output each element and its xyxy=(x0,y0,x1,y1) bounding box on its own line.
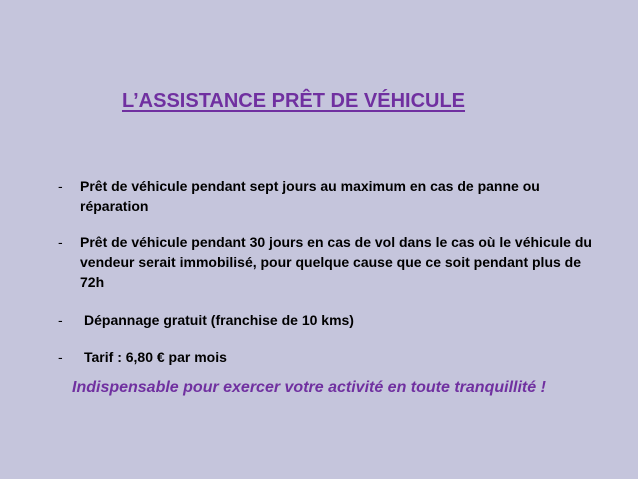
bullet-dash: - xyxy=(58,178,63,194)
slide-footer-tagline: Indispensable pour exercer votre activité en toute tranquillité ! xyxy=(72,379,546,396)
bullet-item xyxy=(58,347,227,367)
bullet-item xyxy=(58,310,354,330)
slide-title: L’ASSISTANCE PRÊT DE VÉHICULE xyxy=(122,90,466,112)
bullet-dash: - xyxy=(58,349,63,365)
bullet-text: Tarif : 6,80 € par mois xyxy=(84,349,227,365)
bullet-text: Dépannage gratuit (franchise de 10 kms) xyxy=(84,312,354,328)
bullet-text: Prêt de véhicule pendant 30 jours en cas de vol dans le cas où le véhicule du vendeur serait immobilisé, pour quelque cause que ce soit pendant plus de 72h xyxy=(80,234,592,290)
bullet-item xyxy=(58,232,598,292)
bullet-text: Prêt de véhicule pendant sept jours au maximum en cas de panne ou réparation xyxy=(80,178,540,214)
bullet-dash: - xyxy=(58,234,63,250)
bullet-dash: - xyxy=(58,312,63,328)
bullet-item xyxy=(58,176,598,216)
